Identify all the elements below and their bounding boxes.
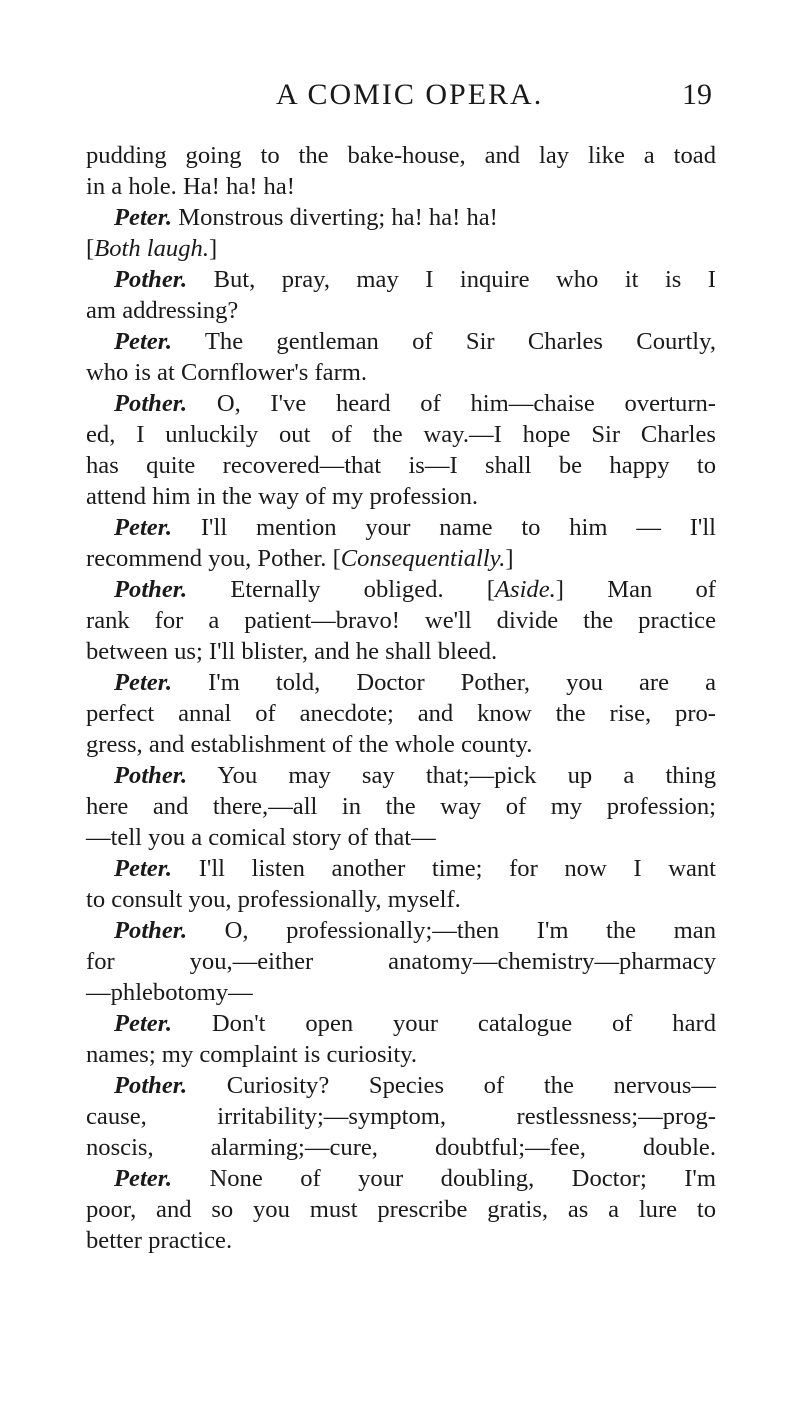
dialogue-text: ] — [208, 235, 218, 262]
text-line — [86, 1101, 716, 1132]
dialogue-text: names; my complaint is curiosity. — [86, 1041, 418, 1068]
text-line — [86, 667, 716, 698]
dialogue-text: in a hole. Ha! ha! ha! — [86, 173, 295, 200]
speaker-name: Peter. — [114, 1165, 173, 1192]
speaker-name: Pother. — [114, 266, 188, 293]
dialogue-text: But, pray, may I inquire who it is I — [187, 266, 716, 293]
dialogue-text: here and there,—all in the way of my profession; — [86, 793, 716, 820]
dialogue-text: between us; I'll blister, and he shall bleed. — [86, 638, 498, 665]
text-line — [86, 1163, 716, 1194]
dialogue-text: pudding going to the bake-house, and lay like a toad — [86, 142, 716, 169]
dialogue-text: The gentleman of Sir Charles Courtly, — [172, 328, 716, 355]
text-line — [86, 326, 716, 357]
text-line — [86, 1070, 716, 1101]
play-text — [86, 140, 716, 1256]
stage-direction: Both laugh. — [94, 235, 209, 262]
dialogue-text: poor, and so you must prescribe gratis, as a lure to — [86, 1196, 716, 1223]
page-number: 19 — [682, 78, 712, 111]
dialogue-text: to consult you, professionally, myself. — [86, 886, 461, 913]
dialogue-text: who is at Cornflower's farm. — [86, 359, 368, 386]
text-line — [86, 264, 716, 295]
dialogue-text: perfect annal of anecdote; and know the rise, pro- — [86, 700, 716, 727]
text-line — [86, 233, 716, 264]
text-line — [86, 481, 716, 512]
text-line — [86, 636, 716, 667]
dialogue-text: noscis, alarming;—cure, doubtful;—fee, double. — [86, 1134, 716, 1161]
text-line — [86, 202, 716, 233]
text-line — [86, 171, 716, 202]
dialogue-text: ] Man of — [555, 576, 716, 603]
text-line — [86, 760, 716, 791]
text-line — [86, 543, 716, 574]
dialogue-text: O, professionally;—then I'm the man — [187, 917, 716, 944]
text-line — [86, 791, 716, 822]
speaker-name: Peter. — [114, 1010, 173, 1037]
page-header — [0, 78, 800, 118]
text-line — [86, 450, 716, 481]
dialogue-text: I'll mention your name to him — I'll — [172, 514, 716, 541]
text-line — [86, 419, 716, 450]
text-line — [86, 1132, 716, 1163]
text-line — [86, 977, 716, 1008]
stage-direction: Aside. — [495, 576, 556, 603]
dialogue-text: gress, and establishment of the whole county. — [86, 731, 533, 758]
speaker-name: Pother. — [114, 917, 188, 944]
text-line — [86, 884, 716, 915]
speaker-name: Peter. — [114, 328, 173, 355]
text-line — [86, 140, 716, 171]
text-line — [86, 729, 716, 760]
dialogue-text: Don't open your catalogue of hard — [172, 1010, 716, 1037]
dialogue-text: —tell you a comical story of that— — [86, 824, 436, 851]
stage-direction: Consequentially. — [340, 545, 506, 572]
running-title: A COMIC OPERA. — [276, 78, 544, 111]
speaker-name: Pother. — [114, 576, 188, 603]
text-line — [86, 512, 716, 543]
dialogue-text: —phlebotomy— — [86, 979, 253, 1006]
speaker-name: Peter. — [114, 669, 173, 696]
text-line — [86, 1194, 716, 1225]
dialogue-text: [ — [86, 235, 95, 262]
dialogue-text: I'm told, Doctor Pother, you are a — [172, 669, 716, 696]
dialogue-text: Monstrous diverting; ha! ha! ha! — [172, 204, 498, 231]
speaker-name: Pother. — [114, 762, 188, 789]
dialogue-text: has quite recovered—that is—I shall be happy to — [86, 452, 716, 479]
text-line — [86, 822, 716, 853]
dialogue-text: I'll listen another time; for now I want — [172, 855, 716, 882]
dialogue-text: You may say that;—pick up a thing — [187, 762, 716, 789]
text-line — [86, 605, 716, 636]
text-line — [86, 357, 716, 388]
text-line — [86, 698, 716, 729]
dialogue-text: recommend you, Pother. [ — [86, 545, 341, 572]
speaker-name: Pother. — [114, 390, 188, 417]
text-line — [86, 946, 716, 977]
dialogue-text: rank for a patient—bravo! we'll divide the practice — [86, 607, 716, 634]
text-line — [86, 1225, 716, 1256]
dialogue-text: Curiosity? Species of the nervous— — [187, 1072, 716, 1099]
speaker-name: Pother. — [114, 1072, 188, 1099]
dialogue-text: ] — [505, 545, 514, 572]
text-line — [86, 853, 716, 884]
text-line — [86, 1008, 716, 1039]
dialogue-text: for you,—either anatomy—chemistry—pharmacy — [86, 948, 716, 975]
speaker-name: Peter. — [114, 514, 173, 541]
text-line — [86, 574, 716, 605]
dialogue-text: O, I've heard of him—chaise overturn- — [187, 390, 716, 417]
dialogue-text: Eternally obliged. [ — [187, 576, 495, 603]
speaker-name: Peter. — [114, 204, 173, 231]
dialogue-text: better practice. — [86, 1227, 233, 1254]
text-line — [86, 388, 716, 419]
dialogue-text: cause, irritability;—symptom, restlessness;—prog- — [86, 1103, 716, 1130]
text-line — [86, 1039, 716, 1070]
speaker-name: Peter. — [114, 855, 173, 882]
dialogue-text: ed, I unluckily out of the way.—I hope Sir Charles — [86, 421, 716, 448]
dialogue-text: None of your doubling, Doctor; I'm — [172, 1165, 716, 1192]
text-line — [86, 915, 716, 946]
text-line — [86, 295, 716, 326]
dialogue-text: attend him in the way of my profession. — [86, 483, 479, 510]
dialogue-text: am addressing? — [86, 297, 239, 324]
